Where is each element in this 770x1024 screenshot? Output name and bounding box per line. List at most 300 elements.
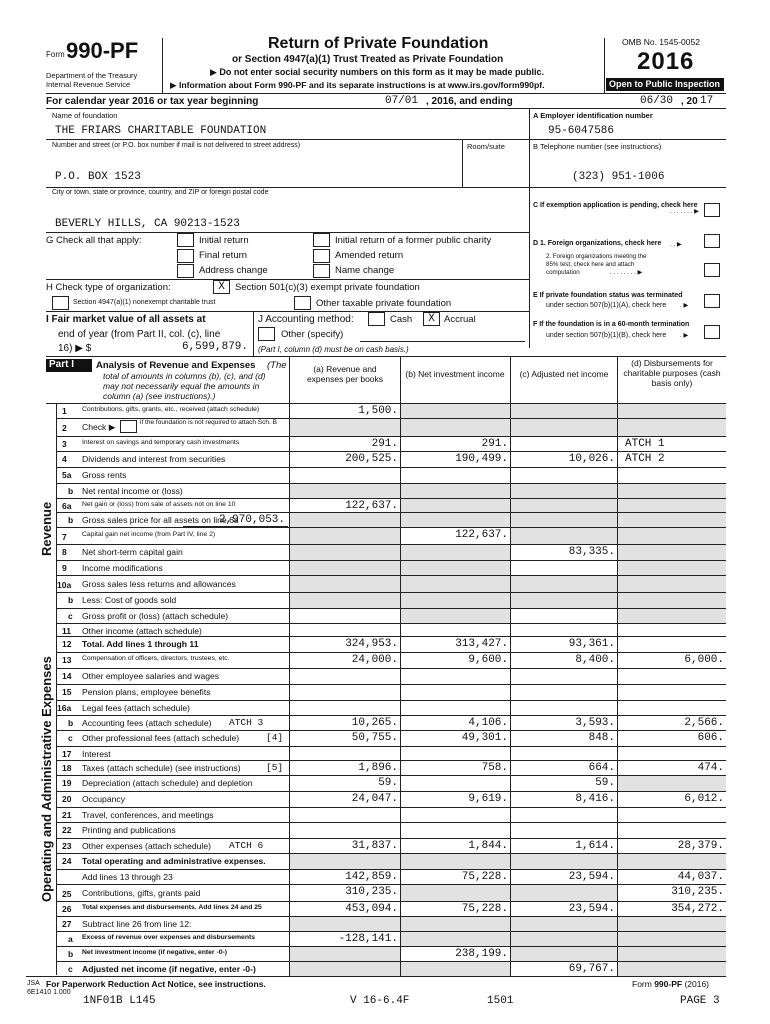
shaded-cell [511, 917, 617, 931]
phone-value[interactable]: (323) 951-1006 [572, 171, 665, 183]
line-number: b [68, 515, 74, 525]
part1-title: Analysis of Revenue and Expenses [96, 360, 256, 371]
shaded-cell [290, 419, 400, 436]
shaded-cell [511, 419, 617, 436]
line-description: Adjusted net income (if negative, enter -0-) [82, 964, 256, 974]
501c3-checkbox[interactable]: X [213, 280, 230, 294]
check-d2-line3: computation [546, 269, 580, 276]
shaded-cell [511, 885, 617, 901]
line-number: 16a [57, 703, 72, 713]
name-change-label: Name change [335, 265, 395, 276]
col-b-value[interactable]: 238,199. [455, 948, 508, 960]
line-number: 1 [62, 406, 67, 416]
part1-desc-3: may not necessarily equal the amounts in [103, 381, 260, 391]
line-number: 17 [62, 749, 72, 759]
col-d-value[interactable]: 606. [697, 732, 724, 744]
col-d-value[interactable]: ATCH 1 [625, 438, 665, 450]
4947-label: Section 4947(a)(1) nonexempt charitable trust [73, 299, 216, 306]
other-taxable-checkbox[interactable] [294, 296, 311, 310]
shaded-cell [401, 404, 510, 418]
row-divider [56, 652, 726, 653]
line-description: Subtract line 26 from line 12: [82, 919, 192, 929]
form-ref: Form 990-PF (2016) [632, 979, 710, 989]
shaded-cell [511, 932, 617, 946]
check-d2-box[interactable] [704, 263, 720, 277]
shaded-cell [618, 593, 726, 608]
shaded-cell [618, 576, 726, 592]
col-d-value[interactable]: ATCH 2 [625, 453, 665, 465]
line-description: Interest [82, 749, 111, 759]
page-number: PAGE 3 [680, 995, 720, 1007]
line-description: Compensation of officers, directors, trustees, etc. [82, 655, 230, 662]
shaded-cell [401, 885, 510, 901]
row-divider [56, 623, 726, 624]
row-divider [56, 901, 726, 902]
line-number: 25 [62, 889, 72, 899]
shaded-cell [618, 854, 726, 869]
line-number: 13 [62, 655, 72, 665]
line-number: 3 [62, 439, 67, 449]
shaded-cell [401, 513, 510, 527]
tax-year-end[interactable]: 06/30 [640, 95, 674, 107]
col-a-value[interactable]: -128,141. [338, 933, 398, 945]
line-description: Taxes (attach schedule) (see instructions) [82, 763, 241, 773]
form-code: 6E1410 1.000 [27, 989, 71, 996]
form-number: 990-PF [66, 38, 139, 63]
inline-underline [183, 526, 288, 527]
line-number: 23 [62, 841, 72, 851]
line-number: a [68, 934, 73, 944]
line-description: Add lines 13 through 23 [82, 872, 173, 882]
line-description: Gross profit or (loss) (attach schedule) [82, 611, 229, 621]
line-description: Other expenses (attach schedule) [82, 841, 211, 851]
col-a-value[interactable]: 59. [378, 777, 398, 789]
col-c-value[interactable]: 848. [588, 732, 615, 744]
shaded-cell [401, 609, 510, 623]
revenue-side-label: Revenue [39, 501, 54, 556]
accrual-checkbox[interactable]: X [423, 312, 440, 326]
street-label: Number and street (or P.O. box number if mail is not delivered to street address) [52, 142, 301, 149]
line-description: Excess of revenue over expenses and disbursements [82, 934, 256, 941]
col-a-value[interactable]: 291. [371, 438, 398, 450]
end-year-value[interactable]: 17 [700, 95, 714, 107]
line-description: Gross sales price for all assets on line 6a [82, 515, 239, 525]
line-number: 27 [62, 919, 72, 929]
end-year-prefix: , 20 [681, 96, 698, 107]
shaded-cell [511, 576, 617, 592]
col-d-value[interactable]: 44,037. [677, 871, 724, 883]
other-method-checkbox[interactable] [258, 327, 275, 341]
col-d-value[interactable]: 28,379. [677, 840, 724, 852]
line-description: Other professional fees (attach schedule) [82, 733, 240, 743]
ssn-notice: ▶ Do not enter social security numbers on this form as it may be made public. [210, 67, 544, 77]
shaded-cell [511, 513, 617, 527]
line-number: 7 [62, 532, 67, 542]
col-a-value[interactable]: 142,859. [345, 871, 398, 883]
col-b-value[interactable]: 291. [481, 438, 508, 450]
col-c-value[interactable]: 23,594. [568, 871, 615, 883]
col-b-value[interactable]: 9,619. [468, 793, 508, 805]
city-address[interactable]: BEVERLY HILLS, CA 90213-1523 [55, 218, 240, 230]
phone-label: B Telephone number (see instructions) [533, 142, 662, 151]
other-method-label: Other (specify) [281, 329, 344, 340]
shaded-cell [618, 917, 726, 931]
col-a-value[interactable]: 1,896. [358, 762, 398, 774]
col-c-header: (c) Adjusted net income [519, 369, 609, 379]
shaded-cell [290, 545, 400, 560]
col-b-header: (b) Net investment income [405, 369, 505, 379]
row-divider [56, 869, 726, 870]
shaded-cell [618, 499, 726, 512]
col-d-value[interactable]: 354,272. [671, 903, 724, 915]
line-number: 21 [62, 810, 72, 820]
line-description: Total expenses and disbursements. Add lines 24 and 25 [82, 904, 262, 911]
line-number: 8 [62, 547, 67, 557]
row-divider [56, 791, 726, 792]
row-divider [56, 807, 726, 808]
col-c-value[interactable]: 59. [595, 777, 615, 789]
name-change-checkbox[interactable] [313, 264, 330, 278]
shaded-cell [290, 593, 400, 608]
shaded-cell [290, 947, 400, 961]
line-number: b [68, 595, 74, 605]
h-label: H Check type of organization: [46, 282, 171, 293]
col-b-value[interactable]: 758. [481, 762, 508, 774]
line-description: Total operating and administrative expenses. [82, 856, 266, 866]
shaded-cell [401, 962, 510, 976]
line-number: 11 [62, 626, 71, 636]
col-b-value[interactable]: 4,106. [468, 717, 508, 729]
col-a-value[interactable]: 1,500. [358, 405, 398, 417]
part1-desc-2: total of amounts in columns (b), (c), and (d) [103, 371, 266, 381]
col-a-value[interactable]: 50,755. [351, 732, 398, 744]
col-c-value[interactable]: 93,361. [568, 638, 615, 650]
line-description: Check ▶ [82, 422, 116, 432]
line-description: Pension plans, employee benefits [82, 687, 211, 697]
shaded-cell [401, 576, 510, 592]
row-divider [56, 838, 726, 839]
initial-former-label: Initial return of a former public charity [335, 235, 492, 246]
address-change-label: Address change [199, 265, 268, 276]
col-b-value[interactable]: 313,427. [455, 638, 508, 650]
line-number: 18 [62, 763, 72, 773]
shaded-cell [290, 513, 400, 527]
line-description: Net gain or (loss) from sale of assets not on line 10 [82, 501, 236, 508]
amended-return-checkbox[interactable] [313, 249, 330, 263]
4947-checkbox[interactable] [52, 296, 69, 310]
col-d-value[interactable]: 310,235. [671, 886, 724, 898]
row-divider [56, 436, 726, 437]
col-b-value[interactable]: 75,228. [461, 903, 508, 915]
line-description: Income modifications [82, 563, 163, 573]
check-d1-box[interactable] [704, 234, 720, 248]
col-d-value[interactable]: 6,000. [684, 654, 724, 666]
room-label: Room/suite [467, 142, 505, 151]
line-description: Contributions, gifts, grants, etc., received (attach schedule) [82, 406, 260, 413]
shaded-cell [290, 962, 400, 976]
shaded-cell [401, 484, 510, 498]
check-e-box[interactable] [704, 294, 720, 308]
line-description: Other income (attach schedule) [82, 626, 202, 636]
line-number: 20 [62, 794, 72, 804]
col-b-value[interactable]: 49,301. [461, 732, 508, 744]
col-c-value[interactable]: 23,594. [568, 903, 615, 915]
line-description: Printing and publications [82, 825, 176, 835]
shaded-cell [618, 404, 726, 418]
line-description: Occupancy [82, 794, 125, 804]
line-number: b [68, 718, 74, 728]
shaded-cell [511, 484, 617, 498]
col-a-value[interactable]: 122,637. [345, 500, 398, 512]
footer-version: V 16-6.4F [350, 995, 410, 1007]
row-divider [56, 746, 726, 747]
shaded-cell [618, 484, 726, 498]
shaded-cell [618, 962, 726, 976]
line-number: 22 [62, 825, 72, 835]
final-return-checkbox[interactable] [177, 249, 194, 263]
col-c-value[interactable]: 8,400. [575, 654, 615, 666]
amended-return-label: Amended return [335, 250, 404, 261]
foundation-name[interactable]: THE FRIARS CHARITABLE FOUNDATION [55, 125, 267, 137]
final-return-label: Final return [199, 250, 248, 261]
fmv-assets-value[interactable]: 6,599,879. [181, 341, 248, 353]
omb-number: OMB No. 1545-0052 [622, 37, 700, 47]
check-e-line1: E If private foundation status was terminated [533, 292, 683, 299]
footer-num: 1501 [487, 995, 514, 1007]
form-word: Form [46, 50, 65, 59]
line-number: 6a [62, 501, 72, 511]
line-number: 19 [62, 778, 72, 788]
check-c-label: C If exemption application is pending, check here [533, 202, 698, 209]
line-description: Dividends and interest from securities [82, 454, 226, 464]
col-d-header: (d) Disbursements for charitable purposes (cash basis only) [623, 358, 721, 388]
shaded-cell [401, 499, 510, 512]
line-description: Gross sales less returns and allowances [82, 579, 236, 589]
attachment-ref[interactable]: [4] [266, 732, 284, 743]
accrual-label: Accrual [444, 314, 476, 325]
cash-label: Cash [390, 314, 413, 325]
shaded-cell [401, 419, 510, 436]
line-number: 14 [62, 671, 72, 681]
line-number: b [68, 486, 74, 496]
col-c-value[interactable]: 83,335. [568, 546, 615, 558]
shaded-cell [401, 854, 510, 869]
line-description: Net short-term capital gain [82, 547, 183, 557]
i-line2: end of year (from Part II, col. (c), line [58, 329, 221, 340]
initial-former-checkbox[interactable] [313, 233, 330, 247]
form-title: Return of Private Foundation [268, 35, 489, 52]
line-description: Net investment income (if negative, enter -0-) [82, 949, 228, 956]
col-a-header: (a) Revenue and expenses per books [306, 364, 384, 384]
part1-tag: Part I [49, 359, 75, 370]
shaded-cell [511, 593, 617, 608]
initial-return-label: Initial return [199, 235, 249, 246]
shaded-cell [618, 609, 726, 623]
shaded-cell [511, 404, 617, 418]
check-d1-label: D 1. Foreign organizations, check here [533, 240, 662, 247]
j-label: J Accounting method: [258, 314, 354, 325]
row-divider [56, 822, 726, 823]
part1-desc-4: column (a) (see instructions).) [103, 391, 216, 401]
col-b-value[interactable]: 75,228. [461, 871, 508, 883]
shaded-cell [290, 854, 400, 869]
j-note: (Part I, column (d) must be on cash basis.) [258, 345, 409, 354]
col-c-value[interactable]: 8,416. [575, 793, 615, 805]
row-divider [56, 760, 726, 761]
tax-year-begin[interactable]: 07/01 [385, 95, 419, 107]
dept-line-2: Internal Revenue Service [46, 80, 131, 89]
check-d2-line1: 2. Foreign organizations meeting the [546, 253, 647, 260]
open-public-badge: Open to Public Inspection [609, 79, 721, 89]
col-c-value[interactable]: 69,767. [568, 963, 615, 975]
dept-line-1: Department of the Treasury [46, 71, 138, 80]
shaded-cell [618, 513, 726, 527]
form-subtitle: or Section 4947(a)(1) Trust Treated as Private Foundation [232, 54, 504, 65]
check-e-line2: under section 507(b)(1)(A), check here [546, 302, 667, 309]
line-number: b [68, 949, 74, 959]
line-description: Interest on savings and temporary cash investments [82, 439, 240, 446]
attachment-ref[interactable]: ATCH 3 [229, 717, 264, 728]
sch-b-checkbox[interactable] [120, 420, 137, 433]
shaded-cell [511, 854, 617, 869]
line-description: Other employee salaries and wages [82, 671, 220, 681]
line-description: Net rental income or (loss) [82, 486, 183, 496]
col-c-value[interactable]: 3,593. [575, 717, 615, 729]
shaded-cell [511, 528, 617, 544]
shaded-cell [511, 499, 617, 512]
shaded-cell [290, 528, 400, 544]
shaded-cell [290, 484, 400, 498]
line-number: 9 [62, 563, 67, 573]
expenses-side-label: Operating and Administrative Expenses [39, 656, 54, 902]
col-a-value[interactable]: 324,953. [345, 638, 398, 650]
line-description: Gross rents [82, 470, 127, 480]
col-d-value[interactable]: 6,012. [684, 793, 724, 805]
shaded-cell [618, 419, 726, 436]
shaded-cell [401, 561, 510, 575]
shaded-cell [290, 576, 400, 592]
line-description: Total. Add lines 1 through 11 [82, 639, 199, 649]
shaded-cell [401, 593, 510, 608]
shaded-cell [618, 947, 726, 961]
footer-id: 1NF01B L145 [83, 995, 156, 1007]
gross-sales-value[interactable]: 2,970,053. [218, 514, 285, 526]
initial-return-checkbox[interactable] [177, 233, 194, 247]
line-number: 26 [62, 904, 72, 914]
row-divider [56, 467, 726, 468]
line-number: c [68, 733, 73, 743]
col-a-value[interactable]: 200,525. [345, 453, 398, 465]
part1-desc-1: (The [267, 360, 287, 371]
row-divider [56, 684, 726, 685]
shaded-cell [290, 561, 400, 575]
row-divider [56, 636, 726, 637]
shaded-cell [290, 917, 400, 931]
shaded-cell [618, 561, 726, 575]
col-b-value[interactable]: 1,844. [468, 840, 508, 852]
i-line1: I Fair market value of all assets at [46, 314, 206, 325]
col-b-value[interactable]: 122,637. [455, 529, 508, 541]
info-notice: ▶ Information about Form 990-PF and its separate instructions is at www.irs.gov/form990pf. [170, 80, 545, 90]
jsa-label: JSA [27, 980, 40, 987]
shaded-cell [401, 932, 510, 946]
shaded-cell [401, 545, 510, 560]
attachment-ref[interactable]: [5] [266, 762, 284, 773]
check-c-box[interactable] [704, 203, 720, 217]
ein-value[interactable]: 95-6047586 [548, 125, 615, 137]
name-label: Name of foundation [52, 111, 118, 120]
col-c-value[interactable]: 664. [588, 762, 615, 774]
col-a-value[interactable]: 453,094. [345, 903, 398, 915]
line-number: 15 [62, 687, 72, 697]
check-f-line1: F If the foundation is in a 60-month termination [533, 321, 690, 328]
street-address[interactable]: P.O. BOX 1523 [55, 171, 141, 183]
line-description: Contributions, gifts, grants paid [82, 888, 201, 898]
col-a-value[interactable]: 24,000. [351, 654, 398, 666]
row-divider [56, 884, 726, 885]
shaded-cell [618, 545, 726, 560]
attachment-ref[interactable]: ATCH 6 [229, 840, 264, 851]
ein-label: A Employer identification number [533, 111, 653, 120]
line-description: Depreciation (attach schedule) and depletion [82, 778, 253, 788]
check-f-box[interactable] [704, 325, 720, 339]
col-d-value[interactable]: 2,566. [684, 717, 724, 729]
address-change-checkbox[interactable] [177, 264, 194, 278]
shaded-cell [618, 528, 726, 544]
check-d2-line2: 85% test, check here and attach [546, 261, 635, 268]
g-label: G Check all that apply: [46, 235, 142, 246]
city-label: City or town, state or province, country, and ZIP or foreign postal code [52, 189, 269, 196]
501c3-label: Section 501(c)(3) exempt private foundation [235, 282, 420, 293]
row-divider [56, 730, 726, 731]
line-number: 4 [62, 454, 67, 464]
line-number: c [68, 611, 73, 621]
line-description: Travel, conferences, and meetings [82, 810, 214, 820]
col-d-value[interactable]: 474. [697, 762, 724, 774]
shaded-cell [511, 947, 617, 961]
col-c-value[interactable]: 1,614. [575, 840, 615, 852]
line-description: Legal fees (attach schedule) [82, 703, 190, 713]
line-number: 2 [62, 423, 67, 433]
cash-checkbox[interactable] [368, 312, 385, 326]
line-number: 5a [62, 470, 72, 480]
shaded-cell [618, 776, 726, 791]
tax-year: 2016 [637, 48, 695, 75]
calendar-mid: , 2016, and ending [426, 96, 513, 107]
paperwork-notice: For Paperwork Reduction Act Notice, see instructions. [46, 979, 266, 989]
other-taxable-label: Other taxable private foundation [316, 298, 452, 309]
calendar-label: For calendar year 2016 or tax year beginning [46, 96, 259, 107]
check-f-line2: under section 507(b)(1)(B), check here [546, 332, 667, 339]
line-number: c [68, 964, 73, 974]
line-number: 10a [57, 580, 72, 590]
col-a-value[interactable]: 24,047. [351, 793, 398, 805]
line-description: Accounting fees (attach schedule) [82, 718, 212, 728]
i-line3: 16) ▶ $ [58, 343, 92, 354]
line-number: 12 [62, 639, 72, 649]
line-description: Capital gain net income (from Part IV, line 2) [82, 531, 216, 538]
row-divider [56, 451, 726, 452]
row-divider [56, 700, 726, 701]
shaded-cell [401, 917, 510, 931]
shaded-cell [618, 932, 726, 946]
col-a-value[interactable]: 310,235. [345, 886, 398, 898]
col-c-value[interactable]: 10,026. [568, 453, 615, 465]
col-a-value[interactable]: 31,837. [351, 840, 398, 852]
col-a-value[interactable]: 10,265. [351, 717, 398, 729]
col-b-value[interactable]: 190,499. [455, 453, 508, 465]
col-b-value[interactable]: 9,600. [468, 654, 508, 666]
